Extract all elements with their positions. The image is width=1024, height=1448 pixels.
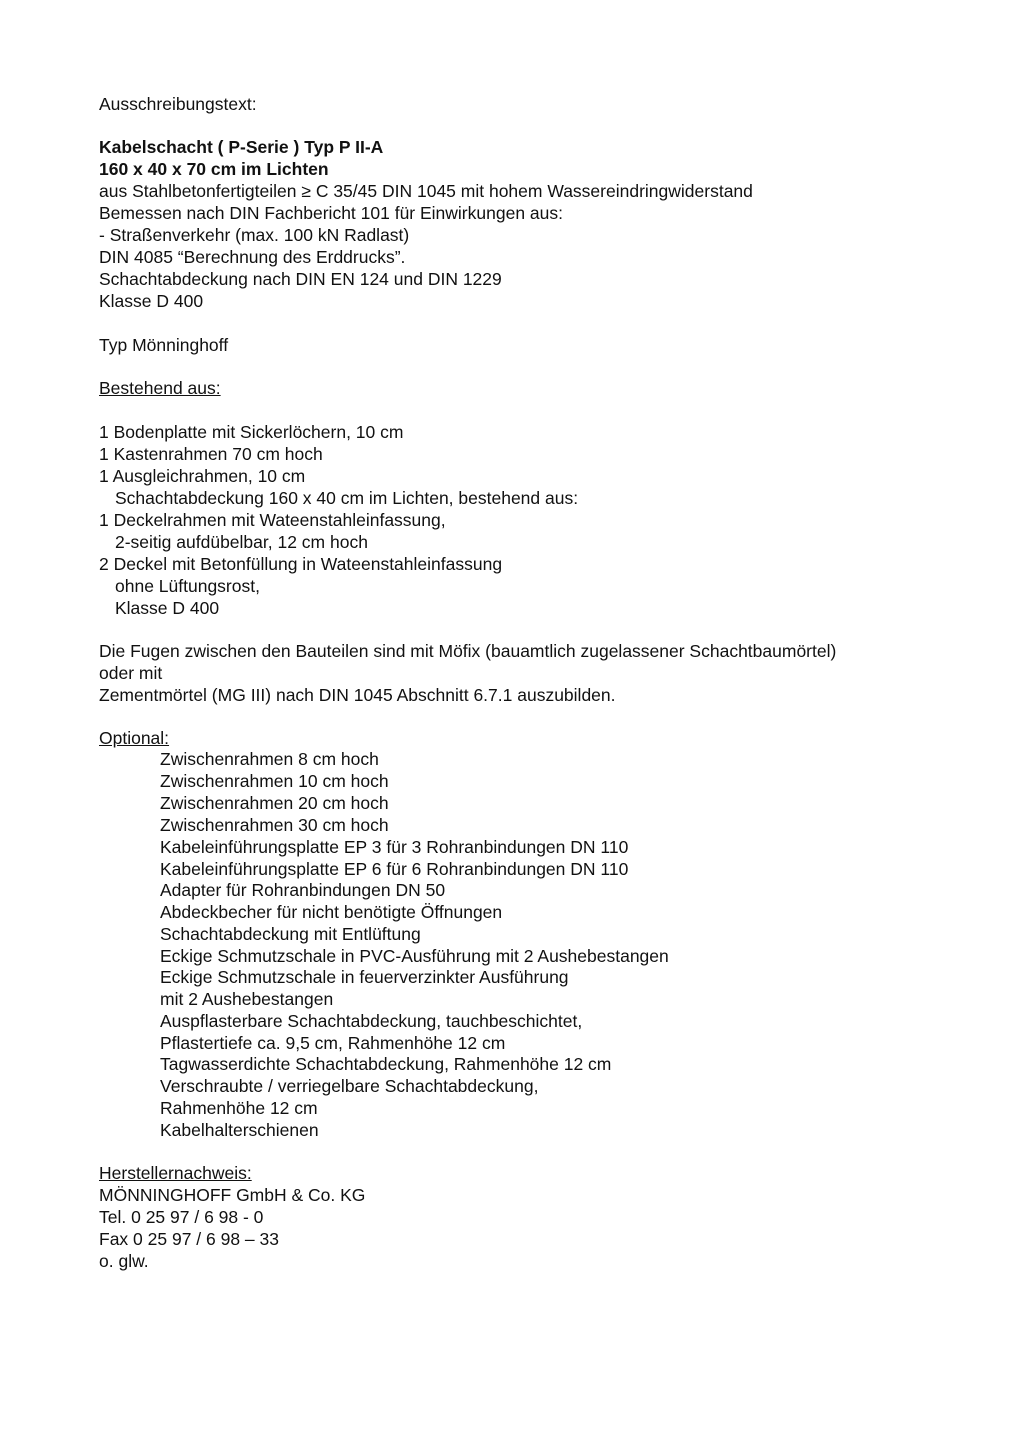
optional-item: Kabeleinführungsplatte EP 6 für 6 Rohranbindungen DN 110 [160, 859, 629, 879]
document-heading: Ausschreibungstext: [99, 94, 257, 114]
product-dimensions: 160 x 40 x 70 cm im Lichten [99, 159, 329, 179]
optional-heading: Optional: [99, 728, 170, 748]
optional-item: Auspflasterbare Schachtabdeckung, tauchbeschichtet, [160, 1011, 583, 1031]
product-description-line: Klasse D 400 [99, 291, 204, 311]
component-item: 1 Ausgleichrahmen, 10 cm [99, 466, 306, 486]
component-item: ohne Lüftungsrost, [115, 576, 260, 596]
optional-item: Zwischenrahmen 10 cm hoch [160, 771, 389, 791]
optional-item: Eckige Schmutzschale in PVC-Ausführung mit 2 Aushebestangen [160, 946, 669, 966]
manufacturer-fax: Fax 0 25 97 / 6 98 – 33 [99, 1229, 279, 1249]
joints-line: oder mit [99, 663, 163, 683]
component-item: Schachtabdeckung 160 x 40 cm im Lichten, bestehend aus: [115, 488, 579, 508]
component-item: 2 Deckel mit Betonfüllung in Wateenstahleinfassung [99, 554, 503, 574]
optional-item: Zwischenrahmen 30 cm hoch [160, 815, 389, 835]
optional-item: Kabelhalterschienen [160, 1120, 319, 1140]
product-description-line: aus Stahlbetonfertigteilen ≥ C 35/45 DIN 1045 mit hohem Wassereindringwiderstand [99, 181, 753, 201]
component-item: 2-seitig aufdübelbar, 12 cm hoch [115, 532, 368, 552]
optional-item: Pflastertiefe ca. 9,5 cm, Rahmenhöhe 12 cm [160, 1033, 506, 1053]
component-item: Klasse D 400 [115, 598, 220, 618]
optional-item: Zwischenrahmen 8 cm hoch [160, 749, 379, 769]
product-description-line: Bemessen nach DIN Fachbericht 101 für Einwirkungen aus: [99, 203, 563, 223]
product-description-line: - Straßenverkehr (max. 100 kN Radlast) [99, 225, 410, 245]
component-item: 1 Bodenplatte mit Sickerlöchern, 10 cm [99, 422, 404, 442]
component-item: 1 Deckelrahmen mit Wateenstahleinfassung, [99, 510, 446, 530]
product-type: Typ Mönninghoff [99, 335, 229, 355]
optional-item: mit 2 Aushebestangen [160, 989, 334, 1009]
manufacturer-heading: Herstellernachweis: [99, 1163, 252, 1183]
product-description-line: DIN 4085 “Berechnung des Erddrucks”. [99, 247, 406, 267]
optional-item: Kabeleinführungsplatte EP 3 für 3 Rohranbindungen DN 110 [160, 837, 629, 857]
optional-item: Verschraubte / verriegelbare Schachtabdeckung, [160, 1076, 539, 1096]
optional-item: Zwischenrahmen 20 cm hoch [160, 793, 389, 813]
optional-item: Rahmenhöhe 12 cm [160, 1098, 318, 1118]
manufacturer-name: MÖNNINGHOFF GmbH & Co. KG [99, 1185, 366, 1205]
optional-item: Adapter für Rohranbindungen DN 50 [160, 880, 446, 900]
manufacturer-phone: Tel. 0 25 97 / 6 98 - 0 [99, 1207, 264, 1227]
manufacturer-equivalent: o. glw. [99, 1251, 149, 1271]
joints-line: Zementmörtel (MG III) nach DIN 1045 Abschnitt 6.7.1 auszubilden. [99, 685, 616, 705]
component-item: 1 Kastenrahmen 70 cm hoch [99, 444, 323, 464]
optional-item: Schachtabdeckung mit Entlüftung [160, 924, 421, 944]
product-title: Kabelschacht ( P-Serie ) Typ P II-A [99, 137, 384, 157]
optional-item: Tagwasserdichte Schachtabdeckung, Rahmenhöhe 12 cm [160, 1054, 612, 1074]
components-heading: Bestehend aus: [99, 378, 221, 398]
optional-item: Eckige Schmutzschale in feuerverzinkter Ausführung [160, 967, 569, 987]
product-description-line: Schachtabdeckung nach DIN EN 124 und DIN 1229 [99, 269, 502, 289]
joints-line: Die Fugen zwischen den Bauteilen sind mit Möfix (bauamtlich zugelassener Schachtbaumörtel) [99, 641, 837, 661]
optional-item: Abdeckbecher für nicht benötigte Öffnungen [160, 902, 503, 922]
